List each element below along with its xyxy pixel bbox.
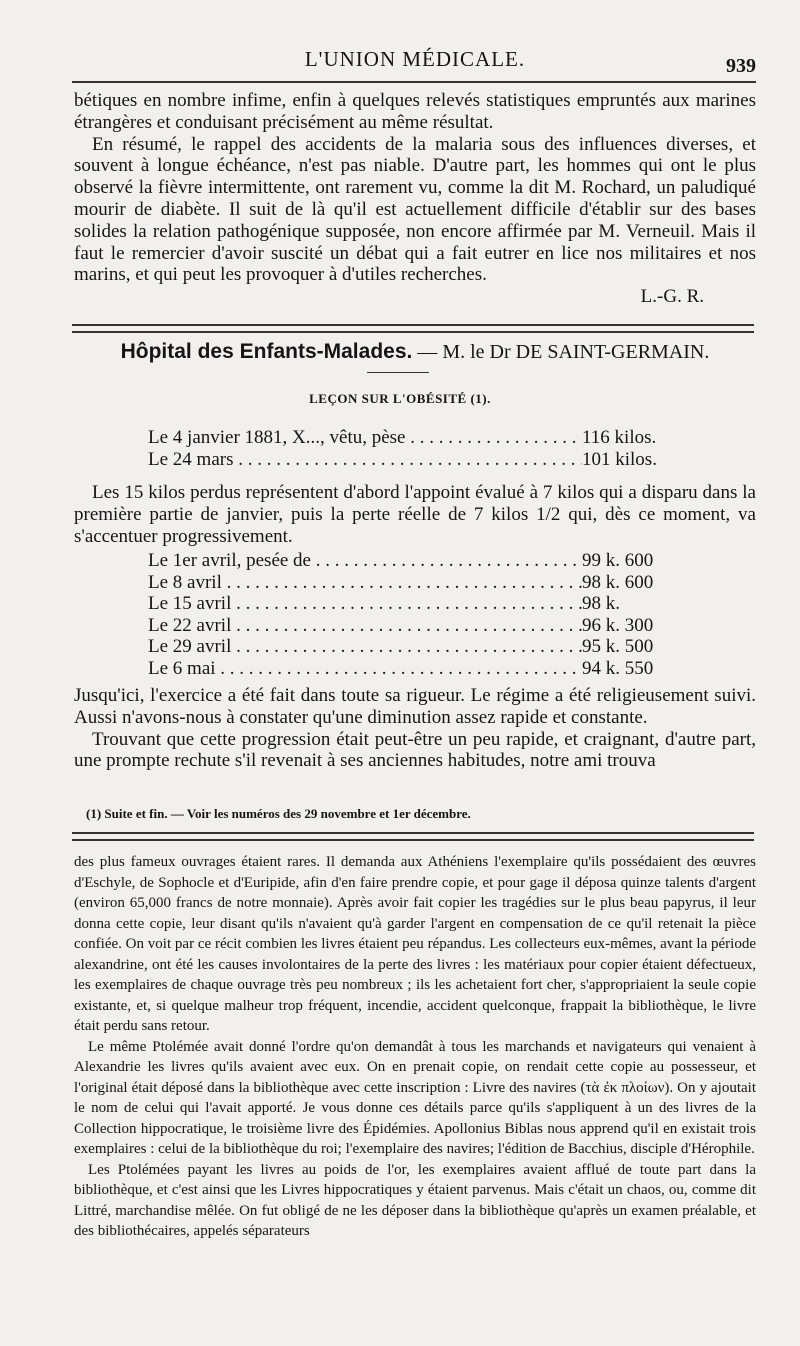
weight-row xyxy=(148,615,756,637)
section-heading xyxy=(74,340,756,364)
weight-row xyxy=(148,636,756,658)
weight-row xyxy=(148,427,756,449)
weight-value: 96 k. 300 xyxy=(582,614,654,636)
weight-value: 98 k. 600 xyxy=(582,571,654,593)
header-rule xyxy=(72,81,756,83)
paragraph: En résumé, le rappel des accidents de la malaria sous des influences diverses, et souvent à longue échéance, n'est pas niable. D'autre part, les hommes qui ont le plus observé la fièvre intermittente, ont rarement vu, comme la dit M. Rochard, un paludiqué mourir de diabète. Il suit de là qu'il est actuellement difficile d'établir sur des bases solides la relation pathogénique supposée, non encore affirmée par M. Verneuil. Mais il faut le remercier d'avoir suscité un débat qui a fait eutrer en lice nos militaires et nos marins, et qui peut les provoquer à d'utiles recherches. xyxy=(74,133,756,286)
paragraph: bétiques en nombre infime, enfin à quelques relevés statistiques empruntés aux marines étrangères et conduisant précisément au même résultat. xyxy=(74,90,756,133)
weight-date: Le 4 janvier 1881, X..., vêtu, pèse . . . xyxy=(148,427,582,449)
weight-row xyxy=(148,572,756,594)
weight-value: 116 kilos. xyxy=(582,427,657,448)
feuilleton-divider xyxy=(72,832,754,841)
page-number: 939 xyxy=(726,55,756,77)
footnote-ref: (1). xyxy=(470,391,491,406)
paragraph: des plus fameux ouvrages étaient rares. Il demanda aux Athéniens l'exemplaire qu'ils possédaient des œuvres d'Eschyle, de Sophocle et d'Euripide, afin d'en faire prendre copie, et pour gage il déposa quinze talents d'argent (environ 65,000 francs de notre monnaie). Après avoir fait copier les tragédies sur le plus beau papyrus, il leur donna cette copie, leur disant qu'ils n'avaient qu'à garder l'argent en compensation de ce qu'il retenait la pièce confiée. On voit par ce récit combien les livres étaient peu répandus. Les collecteurs eux-mêmes, avant la période alexandrine, ont été les causes involontaires de la perte des livres : les matériaux pour copier étaient défectueux, les exemplaires de chaque ouvrage très peu nombreux ; ils les achetaient fort cher, s'appropriaient la seule copie existante, et, si quelque malheur trop fréquent, incendie, accident quelconque, frappait la bibliothèque, le livre était perdu sans retour. xyxy=(74,854,756,1034)
weight-date: Le 8 avril . . . xyxy=(148,572,582,594)
hospital-name: Hôpital des Enfants-Malades. xyxy=(120,340,413,363)
weight-value: 94 k. 550 xyxy=(582,657,654,679)
weight-row xyxy=(148,449,756,471)
running-title: L'UNION MÉDICALE. xyxy=(304,47,526,71)
weight-table-a xyxy=(148,427,756,470)
weight-date: Le 1er avril, pesée de . . . xyxy=(148,550,582,572)
feuilleton-article xyxy=(74,852,756,1242)
page-header xyxy=(74,0,756,78)
author-signature: L.-G. R. xyxy=(640,286,704,308)
doctor-name: M. le Dr DE SAINT-GERMAIN. xyxy=(442,341,710,363)
weight-row xyxy=(148,658,756,680)
footnote: (1) Suite et fin. — Voir les numéros des 29 novembre et 1er décembre. xyxy=(86,806,471,821)
weight-date: Le 29 avril . . . xyxy=(148,636,582,658)
weight-row xyxy=(148,593,756,615)
upper-article xyxy=(74,90,756,308)
weight-table-b xyxy=(148,550,756,680)
paragraph: Les 15 kilos perdus représentent d'abord l'appoint évalué à 7 kilos qui a disparu dans la première partie de janvier, puis la perte réelle de 7 kilos 1/2 qui, dès ce moment, va s'accentuer progressivement. xyxy=(74,482,756,547)
weight-date: Le 22 avril . . . xyxy=(148,615,582,637)
weight-date: Le 6 mai . . . xyxy=(148,658,582,680)
paragraph: Le même Ptolémée avait donné l'ordre qu'on demandât à tous les marchands et navigateurs qui venaient à Alexandrie les livres qu'ils avaient avec eux. On en prenait copie, on rendait cette copie au possesseur, et l'original était déposé dans la bibliothèque avec cette inscription : Livre des navires (τὰ ἐκ πλοίων). On y ajoutait le nom de celui qui l'avait apporté. Je vous donne ces détails parce qu'ils s'appliquent à un des livres de la Collection hippocratique, le troisième livre des Épidémies. Apollonius Biblas nous apprend qu'il en existait trois exemplaires : celui de la bibliothèque du roi; l'exemplaire des navires; l'édition de Bacchius, disciple d'Hérophile. xyxy=(74,1038,756,1157)
body-text-b xyxy=(74,482,756,547)
lesson-title: LEÇON SUR L'OBÉSITÉ (1). xyxy=(309,391,491,406)
paragraph: Jusqu'ici, l'exercice a été fait dans toute sa rigueur. Le régime a été religieusement suivi. Aussi n'avons-nous à constater qu'une diminution assez rapide et constante. xyxy=(74,685,756,728)
weight-date: Le 24 mars . . . xyxy=(148,449,582,471)
heading-separator: — xyxy=(412,341,443,363)
section-divider xyxy=(72,324,754,333)
body-text-c xyxy=(74,685,756,772)
heading-rule xyxy=(367,372,429,373)
weight-value: 99 k. 600 xyxy=(582,550,654,571)
weight-value: 95 k. 500 xyxy=(582,636,654,658)
weight-row xyxy=(148,550,756,572)
paragraph: Trouvant que cette progression était peut-être un peu rapide, et craignant, d'autre part, une prompte rechute s'il revenait à ses anciennes habitudes, notre ami trouva xyxy=(74,728,756,772)
weight-value: 98 k. xyxy=(582,593,620,615)
weight-value: 101 kilos. xyxy=(582,448,657,470)
weight-date: Le 15 avril . . . xyxy=(148,593,582,615)
paragraph: Les Ptolémées payant les livres au poids de l'or, les exemplaires avaient afflué de toute part dans la bibliothèque, et c'est ainsi que les Livres hippocratiques y étaient parvenus. Mais c'était un chaos, ou, comme dit Littré, marchandise mêlée. On fut obligé de ne les déposer dans la bibliothèque qu'après un examen préalable, et des bibliothécaires, appelés séparateurs xyxy=(74,1161,756,1239)
